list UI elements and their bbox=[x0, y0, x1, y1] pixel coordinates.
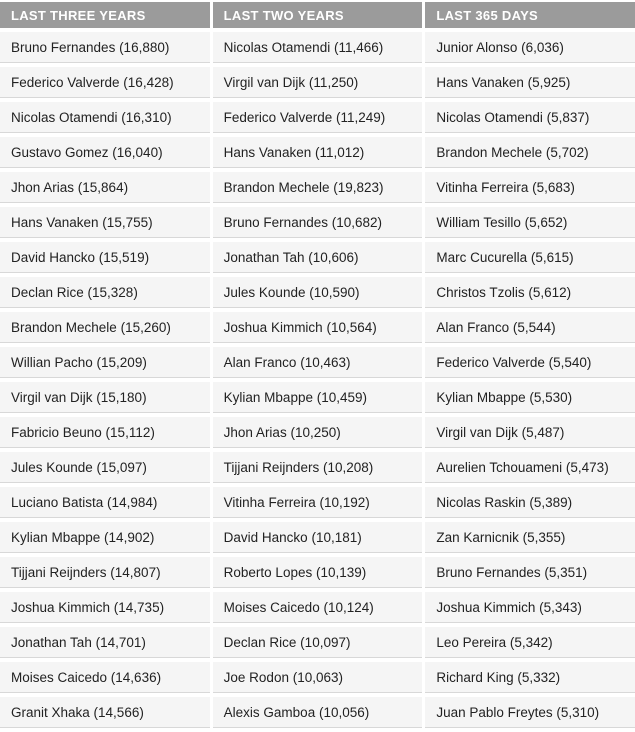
player-cell: Christos Tzolis (5,612) bbox=[425, 277, 635, 308]
player-cell: Juan Pablo Freytes (5,310) bbox=[425, 697, 635, 728]
player-cell: Bruno Fernandes (10,682) bbox=[213, 207, 423, 238]
player-cell: Richard King (5,332) bbox=[425, 662, 635, 693]
player-cell: Jules Kounde (10,590) bbox=[213, 277, 423, 308]
player-cell: Kylian Mbappe (10,459) bbox=[213, 382, 423, 413]
player-cell: William Tesillo (5,652) bbox=[425, 207, 635, 238]
player-cell: David Hancko (15,519) bbox=[0, 242, 210, 273]
column-2 bbox=[213, 2, 423, 732]
player-cell: Jules Kounde (15,097) bbox=[0, 452, 210, 483]
player-cell: Brandon Mechele (15,260) bbox=[0, 312, 210, 343]
player-cell: Bruno Fernandes (16,880) bbox=[0, 32, 210, 63]
player-cell: Federico Valverde (11,249) bbox=[213, 102, 423, 133]
player-cell: Tijjani Reijnders (14,807) bbox=[0, 557, 210, 588]
player-cell: Jonathan Tah (14,701) bbox=[0, 627, 210, 658]
player-cell: Luciano Batista (14,984) bbox=[0, 487, 210, 518]
player-cell: Aurelien Tchouameni (5,473) bbox=[425, 452, 635, 483]
player-cell: Joe Rodon (10,063) bbox=[213, 662, 423, 693]
column-header: LAST THREE YEARS bbox=[0, 2, 210, 28]
player-cell: Federico Valverde (5,540) bbox=[425, 347, 635, 378]
column-3 bbox=[425, 2, 635, 732]
player-cell: Virgil van Dijk (5,487) bbox=[425, 417, 635, 448]
player-cell: Joshua Kimmich (10,564) bbox=[213, 312, 423, 343]
player-cell: Moises Caicedo (10,124) bbox=[213, 592, 423, 623]
player-cell: Nicolas Raskin (5,389) bbox=[425, 487, 635, 518]
player-cell: Nicolas Otamendi (11,466) bbox=[213, 32, 423, 63]
player-cell: Leo Pereira (5,342) bbox=[425, 627, 635, 658]
player-cell: Virgil van Dijk (11,250) bbox=[213, 67, 423, 98]
player-cell: Hans Vanaken (11,012) bbox=[213, 137, 423, 168]
player-cell: Roberto Lopes (10,139) bbox=[213, 557, 423, 588]
player-cell: Tijjani Reijnders (10,208) bbox=[213, 452, 423, 483]
player-cell: Declan Rice (15,328) bbox=[0, 277, 210, 308]
player-cell: Jonathan Tah (10,606) bbox=[213, 242, 423, 273]
player-cell: Willian Pacho (15,209) bbox=[0, 347, 210, 378]
player-cell: Kylian Mbappe (14,902) bbox=[0, 522, 210, 553]
player-cell: Bruno Fernandes (5,351) bbox=[425, 557, 635, 588]
player-cell: Zan Karnicnik (5,355) bbox=[425, 522, 635, 553]
player-cell: Virgil van Dijk (15,180) bbox=[0, 382, 210, 413]
column-header: LAST 365 DAYS bbox=[425, 2, 635, 28]
player-cell: Joshua Kimmich (14,735) bbox=[0, 592, 210, 623]
player-cell: Declan Rice (10,097) bbox=[213, 627, 423, 658]
player-cell: Hans Vanaken (5,925) bbox=[425, 67, 635, 98]
player-cell: Jhon Arias (10,250) bbox=[213, 417, 423, 448]
column-header: LAST TWO YEARS bbox=[213, 2, 423, 28]
player-cell: Moises Caicedo (14,636) bbox=[0, 662, 210, 693]
player-cell: Kylian Mbappe (5,530) bbox=[425, 382, 635, 413]
player-cell: Jhon Arias (15,864) bbox=[0, 172, 210, 203]
player-cell: Alan Franco (5,544) bbox=[425, 312, 635, 343]
player-cell: Marc Cucurella (5,615) bbox=[425, 242, 635, 273]
player-cell: Junior Alonso (6,036) bbox=[425, 32, 635, 63]
player-cell: Vitinha Ferreira (5,683) bbox=[425, 172, 635, 203]
player-cell: Granit Xhaka (14,566) bbox=[0, 697, 210, 728]
player-cell: Gustavo Gomez (16,040) bbox=[0, 137, 210, 168]
player-cell: Alan Franco (10,463) bbox=[213, 347, 423, 378]
player-cell: Alexis Gamboa (10,056) bbox=[213, 697, 423, 728]
player-cell: Federico Valverde (16,428) bbox=[0, 67, 210, 98]
player-cell: Nicolas Otamendi (16,310) bbox=[0, 102, 210, 133]
player-cell: Fabricio Beuno (15,112) bbox=[0, 417, 210, 448]
player-cell: Nicolas Otamendi (5,837) bbox=[425, 102, 635, 133]
player-cell: Brandon Mechele (19,823) bbox=[213, 172, 423, 203]
column-1 bbox=[0, 2, 210, 732]
player-cell: David Hancko (10,181) bbox=[213, 522, 423, 553]
player-cell: Vitinha Ferreira (10,192) bbox=[213, 487, 423, 518]
player-cell: Brandon Mechele (5,702) bbox=[425, 137, 635, 168]
player-cell: Hans Vanaken (15,755) bbox=[0, 207, 210, 238]
player-cell: Joshua Kimmich (5,343) bbox=[425, 592, 635, 623]
